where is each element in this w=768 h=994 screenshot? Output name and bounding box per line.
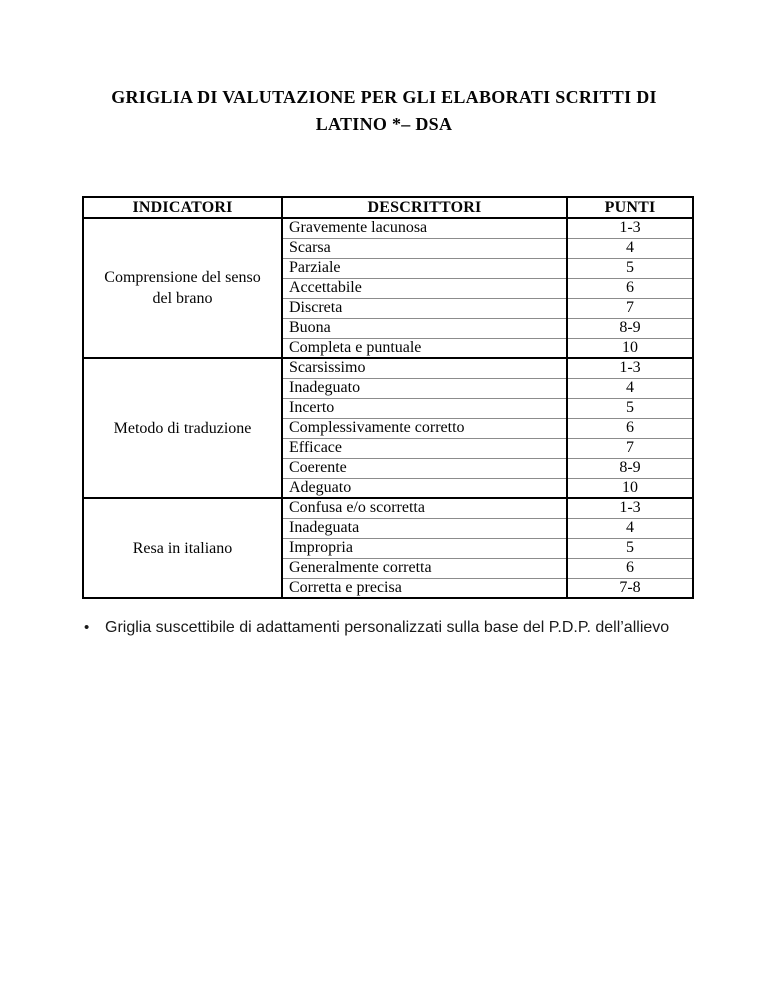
indicator-cell: Resa in italiano [83, 498, 282, 598]
points-cell: 4 [567, 238, 693, 258]
table-row [83, 358, 693, 378]
points-cell: 5 [567, 398, 693, 418]
footnote-text: Griglia suscettibile di adattamenti personalizzati sulla base del P.D.P. dell’allievo [105, 619, 670, 636]
descriptor-cell: Inadeguata [282, 518, 567, 538]
page-title-line-2: LATINO *– DSA [315, 114, 453, 134]
descriptor-cell: Complessivamente corretto [282, 418, 567, 438]
points-cell: 10 [567, 338, 693, 358]
descriptor-cell: Adeguato [282, 478, 567, 498]
descriptor-cell: Coerente [282, 458, 567, 478]
descriptor-cell: Corretta e precisa [282, 578, 567, 598]
indicator-cell: Metodo di traduzione [83, 358, 282, 498]
descriptor-cell: Incerto [282, 398, 567, 418]
points-cell: 7 [567, 438, 693, 458]
points-cell: 6 [567, 278, 693, 298]
points-cell: 1-3 [567, 498, 693, 518]
descriptor-cell: Completa e puntuale [282, 338, 567, 358]
points-cell: 8-9 [567, 318, 693, 338]
descriptor-cell: Discreta [282, 298, 567, 318]
points-cell: 5 [567, 538, 693, 558]
column-header-indicatori: INDICATORI [83, 197, 282, 218]
indicator-cell: Comprensione del senso del brano [83, 218, 282, 358]
column-header-descrittori: DESCRITTORI [282, 197, 567, 218]
table-row [83, 498, 693, 518]
descriptor-cell: Efficace [282, 438, 567, 458]
descriptor-cell: Scarsa [282, 238, 567, 258]
evaluation-grid-table [82, 196, 694, 599]
descriptor-cell: Scarsissimo [282, 358, 567, 378]
descriptor-cell: Generalmente corretta [282, 558, 567, 578]
points-cell: 6 [567, 558, 693, 578]
points-cell: 1-3 [567, 358, 693, 378]
page-title [0, 0, 768, 138]
descriptor-cell: Impropria [282, 538, 567, 558]
points-cell: 10 [567, 478, 693, 498]
points-cell: 6 [567, 418, 693, 438]
descriptor-cell: Inadeguato [282, 378, 567, 398]
points-cell: 1-3 [567, 218, 693, 238]
points-cell: 4 [567, 378, 693, 398]
page-title-line-1: GRIGLIA DI VALUTAZIONE PER GLI ELABORATI SCRITTI DI [111, 87, 657, 107]
descriptor-cell: Parziale [282, 258, 567, 278]
points-cell: 8-9 [567, 458, 693, 478]
points-cell: 7-8 [567, 578, 693, 598]
footnote [84, 617, 700, 639]
descriptor-cell: Accettabile [282, 278, 567, 298]
descriptor-cell: Buona [282, 318, 567, 338]
descriptor-cell: Gravemente lacunosa [282, 218, 567, 238]
table-row [83, 218, 693, 238]
points-cell: 7 [567, 298, 693, 318]
bullet-icon: • [84, 619, 90, 636]
points-cell: 4 [567, 518, 693, 538]
column-header-punti: PUNTI [567, 197, 693, 218]
table-header-row [83, 197, 693, 218]
points-cell: 5 [567, 258, 693, 278]
descriptor-cell: Confusa e/o scorretta [282, 498, 567, 518]
